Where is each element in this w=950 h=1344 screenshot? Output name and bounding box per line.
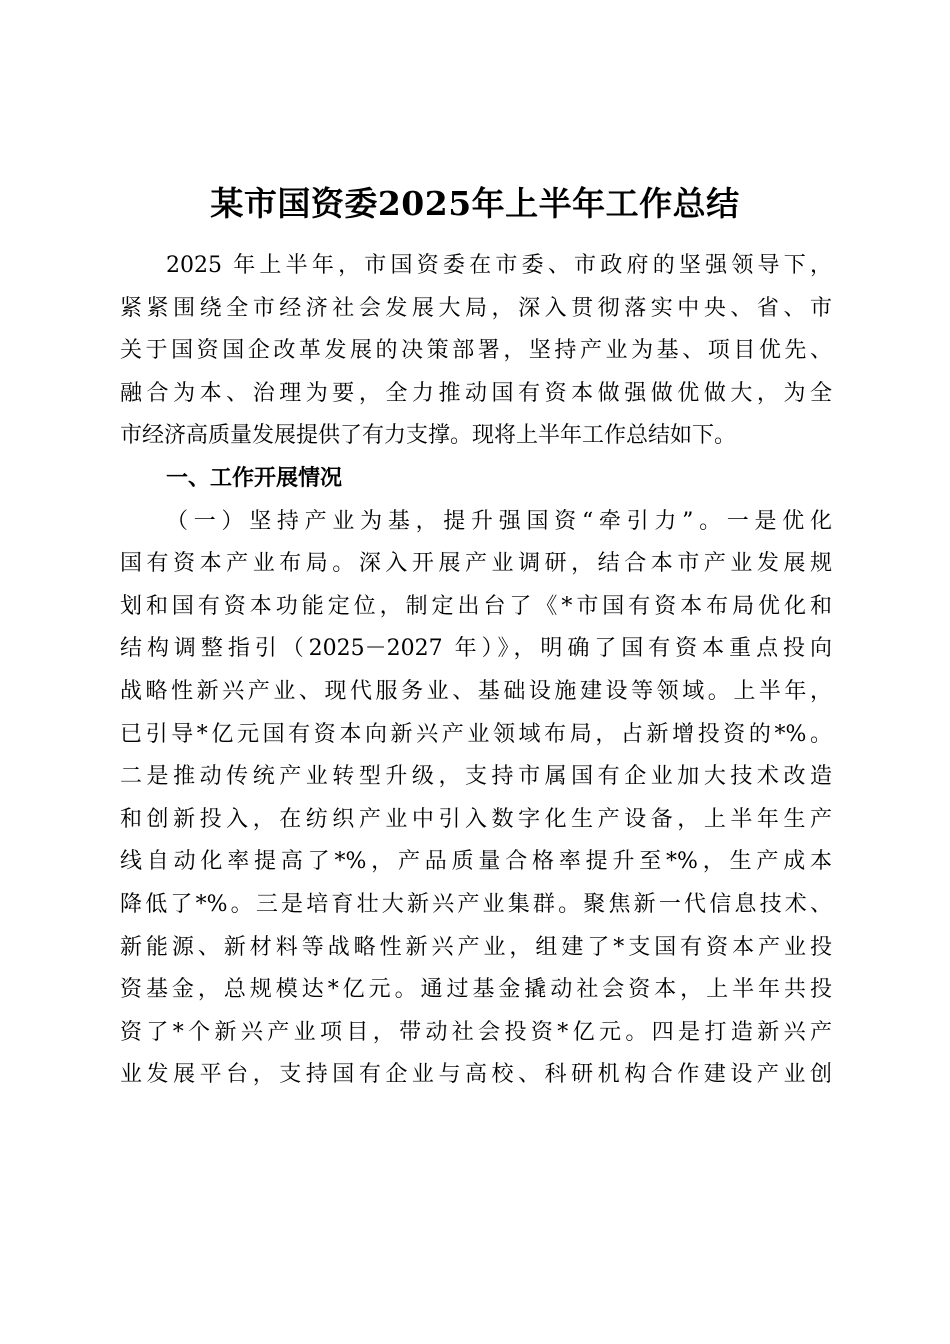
text-line: （一）坚持产业为基，提升强国资“牵引力”。一是优化 <box>166 508 832 534</box>
text-line: 紧紧围绕全市经济社会发展大局，深入贯彻落实中央、省、市 <box>120 295 832 321</box>
section-paragraph <box>120 501 832 1097</box>
text-line: 2025 年上半年，市国资委在市委、市政府的坚强领导下， <box>166 253 832 278</box>
text-line: 已引导*亿元国有资本向新兴产业领域布局，占新增投资的*%。 <box>120 721 833 747</box>
document-title: 某市国资委2025年上半年工作总结 <box>210 184 740 223</box>
text-line: 结构调整指引（2025－2027 年）》，明确了国有资本重点投向 <box>120 636 832 662</box>
text-line: 划和国有资本功能定位，制定出台了《*市国有资本布局优化和 <box>120 593 832 619</box>
text-line: 新能源、新材料等战略性新兴产业，组建了*支国有资本产业投 <box>120 934 832 960</box>
text-line: 战略性新兴产业、现代服务业、基础设施建设等领域。上半年， <box>120 678 832 704</box>
text-line: 市经济高质量发展提供了有力支撑。现将上半年工作总结如下。 <box>120 423 737 449</box>
text-line: 资基金，总规模达*亿元。通过基金撬动社会资本，上半年共投 <box>120 977 832 1003</box>
text-line: 关于国资国企改革发展的决策部署，坚持产业为基、项目优先、 <box>120 338 832 364</box>
section-heading: 一、工作开展情况 <box>166 465 343 491</box>
text-line: 资了*个新兴产业项目，带动社会投资*亿元。四是打造新兴产 <box>120 1019 832 1045</box>
text-line: 线自动化率提高了*%，产品质量合格率提升至*%，生产成本 <box>120 849 832 875</box>
text-line: 国有资本产业布局。深入开展产业调研，结合本市产业发展规 <box>120 551 832 577</box>
document-body <box>120 245 832 1097</box>
text-line: 和创新投入，在纺织产业中引入数字化生产设备，上半年生产 <box>120 806 832 832</box>
text-line: 降低了*%。三是培育壮大新兴产业集群。聚焦新一代信息技术、 <box>120 891 832 917</box>
text-line: 二是推动传统产业转型升级，支持市属国有企业加大技术改造 <box>120 764 832 790</box>
intro-paragraph <box>120 245 832 458</box>
text-line: 业发展平台，支持国有企业与高校、科研机构合作建设产业创 <box>120 1062 832 1088</box>
text-line: 融合为本、治理为要，全力推动国有资本做强做优做大，为全 <box>120 380 832 406</box>
